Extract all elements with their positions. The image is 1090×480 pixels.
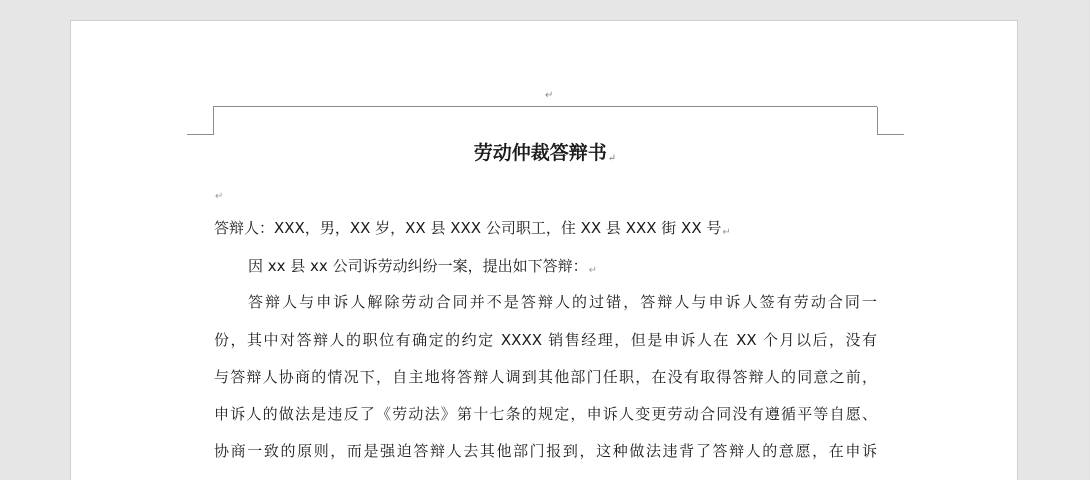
empty-paragraph[interactable]: [214, 182, 223, 207]
margin-corner-right: [877, 107, 904, 135]
body-line[interactable]: 与答辩人协商的情况下，自主地将答辩人调到其他部门任职，在没有取得答辩人的同意之前，: [214, 368, 877, 386]
respondent-paragraph[interactable]: [214, 218, 731, 243]
header-divider: [213, 106, 877, 107]
paragraph-mark: ↵: [588, 265, 597, 276]
intro-text: 因 xx 县 xx 公司诉劳动纠纷一案，提出如下答辩：: [248, 257, 588, 275]
intro-paragraph[interactable]: [248, 256, 597, 281]
body-line[interactable]: 份，其中对答辩人的职位有确定的约定 XXXX 销售经理，但是申诉人在 XX 个月以后，没有: [214, 331, 877, 349]
document-title[interactable]: [0, 141, 1090, 171]
margin-corner-left: [187, 107, 214, 135]
header-paragraph-mark: ↵: [545, 90, 554, 101]
body-line[interactable]: 协商一致的原则，而是强迫答辩人去其他部门报到，这种做法违背了答辩人的意愿，在申诉: [214, 442, 877, 460]
respondent-text: 答辩人：XXX，男，XX 岁，XX 县 XXX 公司职工，住 XX 县 XXX 街 XX 号: [214, 219, 722, 237]
paragraph-mark: ↵: [722, 227, 731, 238]
body-line[interactable]: 申诉人的做法是违反了《劳动法》第十七条的规定，申诉人变更劳动合同没有遵循平等自愿、: [214, 405, 877, 423]
body-line[interactable]: 答辩人与申诉人解除劳动合同并不是答辩人的过错，答辩人与申诉人签有劳动合同一: [248, 293, 877, 311]
paragraph-mark: ↵: [215, 191, 224, 202]
paragraph-mark: ↵: [607, 153, 617, 164]
title-text: 劳动仲裁答辩书: [473, 142, 607, 164]
